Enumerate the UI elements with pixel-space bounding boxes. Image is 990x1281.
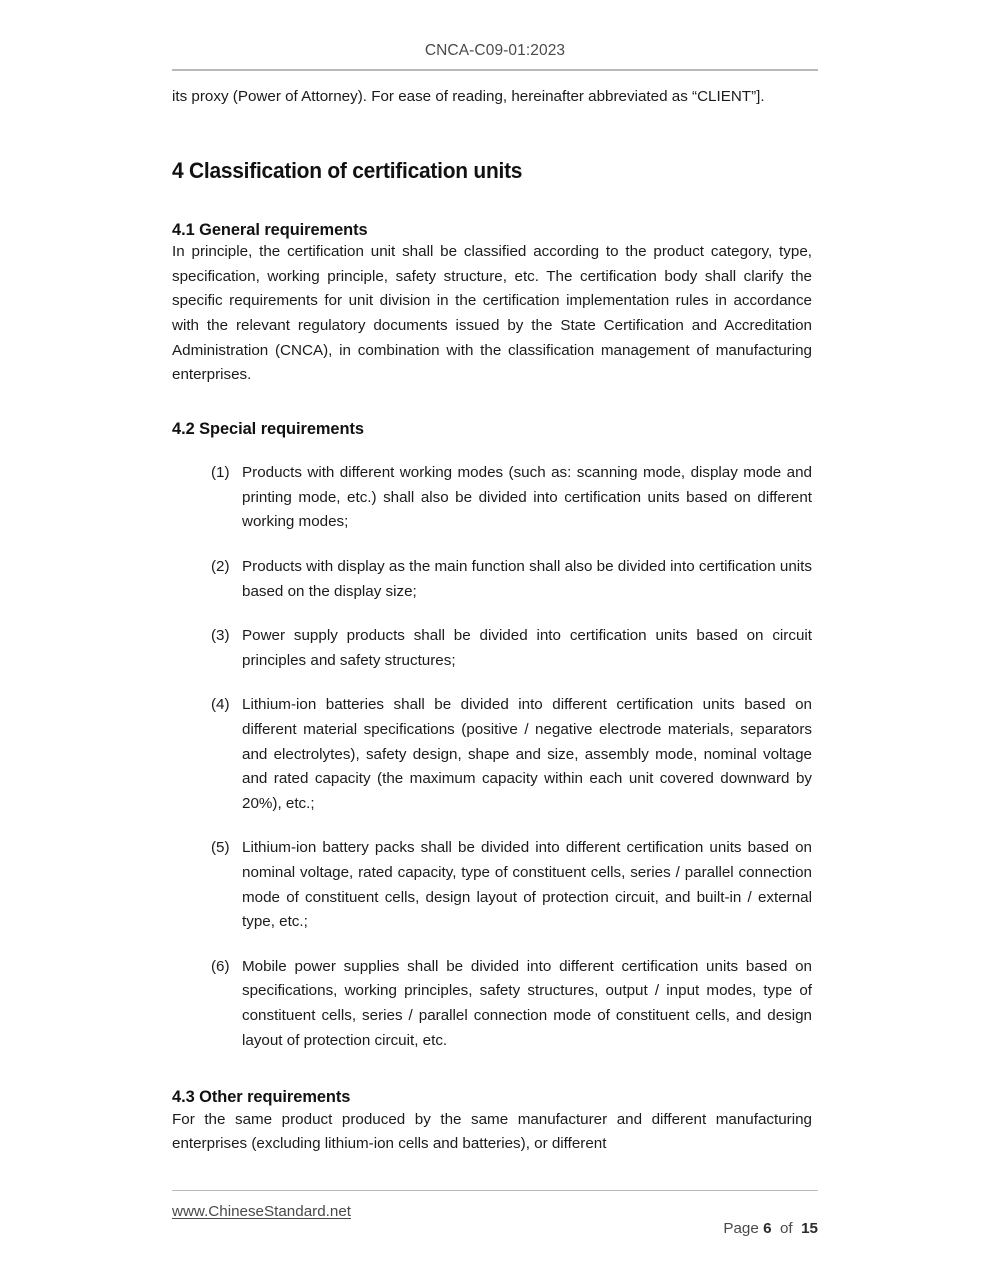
intro-paragraph: its proxy (Power of Attorney). For ease of reading, hereinafter abbreviated as “CLIENT”]. xyxy=(172,88,765,105)
subsection-4-3-paragraph: For the same product produced by the same manufacturer and different manufacturing enterprises (excluding lithium-ion cells and batteries), or different xyxy=(172,1110,812,1153)
list-item-marker: (4) xyxy=(211,696,230,714)
page-number-indicator xyxy=(698,1203,818,1254)
list-item-marker: (1) xyxy=(211,464,230,482)
list-item-marker: (6) xyxy=(211,957,230,975)
header-divider xyxy=(172,69,818,71)
page-header xyxy=(172,42,818,61)
section-4-2-heading-wrap xyxy=(172,419,812,440)
page-label: Page xyxy=(723,1220,759,1237)
list-item-text: Lithium-ion batteries shall be divided into different certification units based on different material specifications (positive / negative electrode materials, separators and electrolytes), safety design, shape and size, assembly mode, nominal voltage and rated capacity (the maximum capacity within each unit covered downward by 20%), etc.; xyxy=(242,696,812,812)
section-4-3-heading-wrap xyxy=(172,1087,812,1108)
list-item-marker: (5) xyxy=(211,839,230,857)
document-content xyxy=(172,85,812,1157)
list-item-text: Products with display as the main function shall also be divided into certification units based on the display size; xyxy=(242,558,812,600)
list-item-marker: (3) xyxy=(211,627,230,645)
footer-website-link[interactable]: www.ChineseStandard.net xyxy=(172,1203,351,1220)
total-page-count: 15 xyxy=(801,1220,818,1237)
section-title-4: 4 Classification of certification units xyxy=(172,157,523,183)
list-item-text: Mobile power supplies shall be divided into different certification units based on specifications, working principles, safety structures, output / input modes, type of constituent cells, series / parallel connection mode of constituent cells, and design layout of protection circuit, etc. xyxy=(242,957,812,1049)
section-4-heading-wrap xyxy=(172,157,812,185)
list-item xyxy=(172,461,812,535)
special-requirements-list xyxy=(172,461,812,1053)
current-page-number: 6 xyxy=(763,1220,772,1237)
page-footer xyxy=(172,1203,818,1254)
list-item xyxy=(172,955,812,1053)
list-item xyxy=(172,624,812,673)
document-code: CNCA-C09-01:2023 xyxy=(424,42,566,59)
subsection-title-4-3: 4.3 Other requirements xyxy=(172,1088,351,1107)
list-item xyxy=(172,836,812,934)
subsection-4-1-paragraph: In principle, the certification unit shall be classified according to the product category, type, specification, working principle, safety structure, etc. The certification body shall clarify the specific requirements for unit division in the certification implementation rules in accordance with the relevant regulatory documents issued by the State Certification and Accreditation Administration (CNCA), in combination with the classification management of manufacturing enterprises. xyxy=(172,243,812,384)
list-item xyxy=(172,693,812,816)
subsection-title-4-2: 4.2 Special requirements xyxy=(172,419,364,438)
list-item-text: Products with different working modes (such as: scanning mode, display mode and printing mode, etc.) shall also be divided into certification units based on different working modes; xyxy=(242,464,812,531)
footer-divider xyxy=(172,1190,818,1191)
list-item-marker: (2) xyxy=(211,558,230,576)
list-item xyxy=(172,555,812,604)
section-4-1-heading-wrap xyxy=(172,220,812,241)
subsection-title-4-1: 4.1 General requirements xyxy=(172,220,368,239)
list-item-text: Power supply products shall be divided into certification units based on circuit principles and safety structures; xyxy=(242,627,812,669)
of-label: of xyxy=(779,1220,793,1237)
list-item-text: Lithium-ion battery packs shall be divided into different certification units based on nominal voltage, rated capacity, type of constituent cells, series / parallel connection mode of constituent cells, design layout of protection circuit, and built-in / external type, etc.; xyxy=(242,839,812,931)
